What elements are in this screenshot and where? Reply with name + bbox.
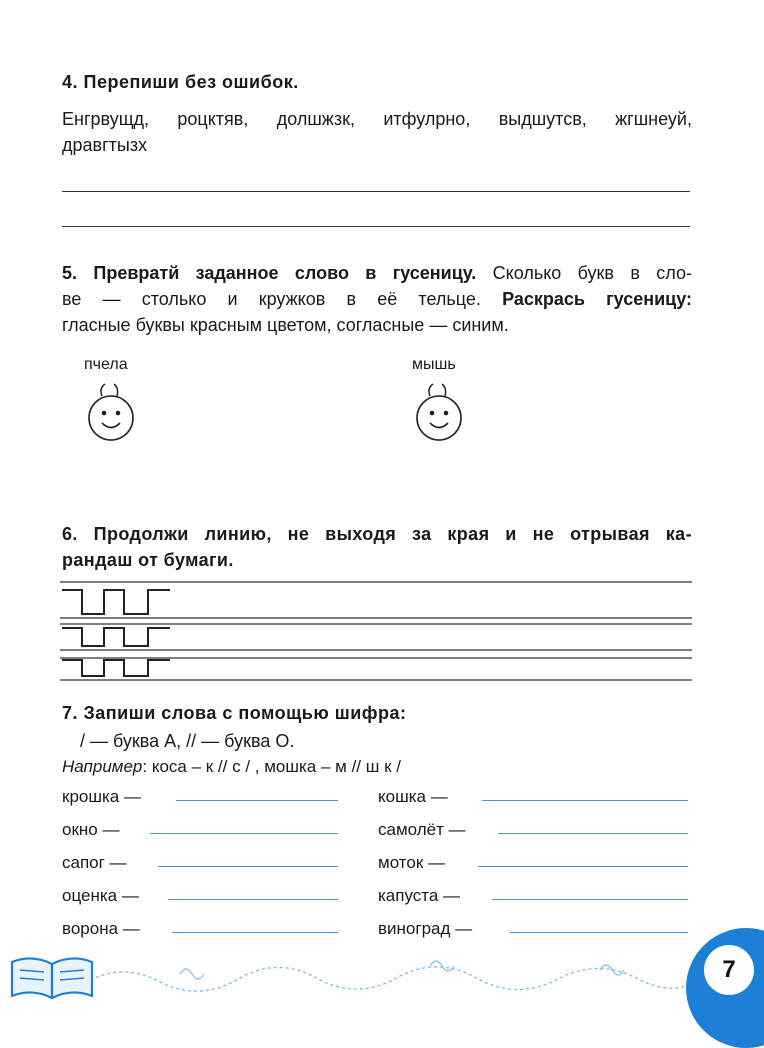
answer-line[interactable] bbox=[498, 833, 688, 834]
cipher-legend: / — буква А, // — буква О. bbox=[80, 731, 295, 751]
example-text: : коса – к // с / , мошка – м // ш к / bbox=[142, 757, 401, 776]
open-book-icon bbox=[6, 948, 98, 1000]
cipher-word-left: ворона — bbox=[62, 919, 140, 938]
task-4-text-line1: Енгрвущд, роцктяв, долшжзк, итфулрно, выдшутсв, жгшнеуй, bbox=[62, 109, 692, 129]
answer-line[interactable] bbox=[510, 932, 688, 933]
line-tracing-area[interactable] bbox=[60, 578, 694, 684]
task-4-text-line2: дравгтызх bbox=[62, 135, 148, 155]
task-5-line2 bbox=[62, 286, 692, 312]
caterpillar-head-icon[interactable] bbox=[84, 382, 140, 444]
task-6-line2: рандаш от бумаги. bbox=[62, 550, 234, 570]
answer-line[interactable] bbox=[158, 866, 338, 867]
page-number: 7 bbox=[704, 945, 754, 995]
task-5-number: 5. bbox=[62, 263, 78, 283]
caterpillar-word-1: пчела bbox=[84, 356, 128, 373]
answer-line[interactable] bbox=[478, 866, 688, 867]
caterpillar-word-2: мышь bbox=[412, 356, 456, 373]
answer-line[interactable] bbox=[482, 800, 688, 801]
footer-decoration bbox=[0, 944, 764, 1000]
cipher-word-left: окно — bbox=[62, 820, 120, 839]
cipher-word-right: моток — bbox=[378, 853, 445, 872]
task-5-bold-instruction: Превратй заданное слово в гусеницу. bbox=[93, 263, 477, 283]
cipher-word-right: виноград — bbox=[378, 919, 473, 938]
task-5-line2-bold: Раскрась гусеницу: bbox=[502, 289, 692, 309]
writing-line[interactable] bbox=[62, 226, 690, 227]
task-5-line2-plain: ве — столько и кружков в её тельце. bbox=[62, 289, 481, 309]
caterpillar-head-icon[interactable] bbox=[412, 382, 468, 444]
task-4-title: 4. Перепиши без ошибок. bbox=[62, 72, 299, 92]
answer-line[interactable] bbox=[150, 833, 338, 834]
cipher-example bbox=[62, 754, 692, 780]
writing-line[interactable] bbox=[62, 191, 690, 192]
answer-line[interactable] bbox=[492, 899, 688, 900]
task-5-plain-text: Сколько букв в сло- bbox=[492, 263, 692, 283]
cipher-word-left: сапог — bbox=[62, 853, 127, 872]
task-6-line1: 6. Продолжи линию, не выходя за края и не отрывая ка- bbox=[62, 524, 692, 544]
answer-line[interactable] bbox=[168, 899, 338, 900]
example-label: Например bbox=[62, 757, 143, 776]
task-7-title: 7. Запиши слова с помощью шифра: bbox=[62, 703, 407, 723]
task-5-line1 bbox=[62, 260, 692, 286]
cipher-word-left: крошка — bbox=[62, 787, 141, 806]
answer-line[interactable] bbox=[176, 800, 338, 801]
cipher-word-right: самолёт — bbox=[378, 820, 466, 839]
cipher-word-left: оценка — bbox=[62, 886, 139, 905]
cipher-word-right: капуста — bbox=[378, 886, 461, 905]
cipher-word-right: кошка — bbox=[378, 787, 448, 806]
task-5-line3: гласные буквы красным цветом, согласные — синим. bbox=[62, 315, 509, 335]
answer-line[interactable] bbox=[172, 932, 338, 933]
